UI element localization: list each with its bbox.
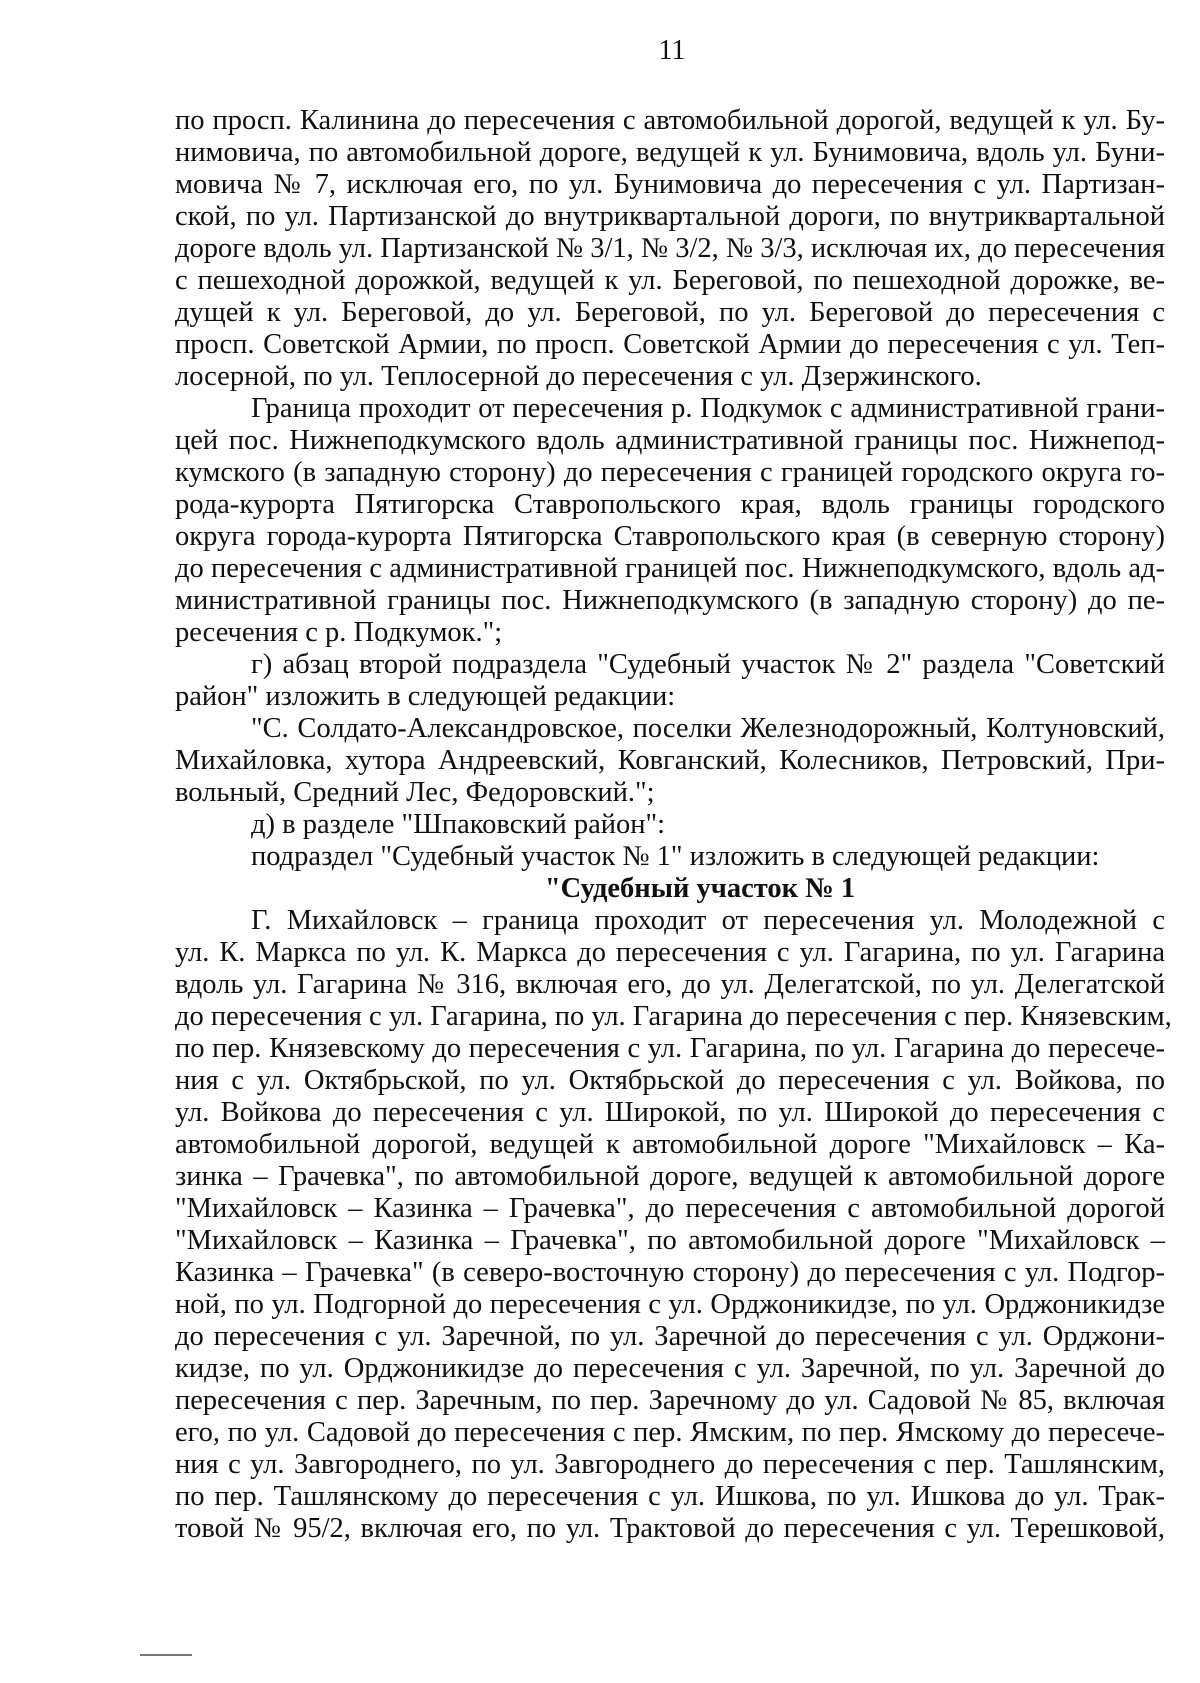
text-line: цей пос. Нижнеподкумского вдоль административной границы пос. Нижнепод- xyxy=(175,425,1165,456)
text-line: рода-курорта Пятигорска Ставропольского края, вдоль границы городского xyxy=(175,489,1165,520)
paragraph-first-line: подраздел "Судебный участок № 1" изложить в следующей редакции: xyxy=(251,841,1100,872)
text-line: дущей к ул. Береговой, до ул. Береговой, по ул. Береговой до пересечения с xyxy=(175,297,1165,328)
text-line: ния с ул. Октябрьской, по ул. Октябрьской до пересечения с ул. Войкова, по xyxy=(175,1065,1165,1096)
text-line: министративной границы пос. Нижнеподкумского (в западную сторону) до пе- xyxy=(175,585,1165,616)
text-line: пересечения с пер. Заречным, по пер. Заречному до ул. Садовой № 85, включая xyxy=(175,1385,1165,1416)
text-line: товой № 95/2, включая его, по ул. Трактовой до пересечения с ул. Терешковой, xyxy=(175,1513,1165,1544)
paragraph-first-line: д) в разделе "Шпаковский район": xyxy=(251,809,666,840)
text-line: дороге вдоль ул. Партизанской № 3/1, № 3/2, № 3/3, исключая их, до пересечения xyxy=(175,233,1165,264)
text-line: до пересечения с ул. Гагарина, по ул. Гагарина до пересечения с пер. Князевским, xyxy=(175,1001,1172,1032)
paragraph-first-line: Граница проходит от пересечения р. Подкумок с административной грани- xyxy=(251,393,1165,424)
text-line: по просп. Калинина до пересечения с автомобильной дорогой, ведущей к ул. Бу- xyxy=(175,105,1165,136)
text-line: по пер. Ташлянскому до пересечения с ул. Ишкова, по ул. Ишкова до ул. Трак- xyxy=(175,1481,1165,1512)
text-line: по пер. Князевскому до пересечения с ул. Гагарина, по ул. Гагарина до пересече- xyxy=(175,1033,1165,1064)
page-number: 11 xyxy=(658,35,686,66)
text-line: Михайловка, хутора Андреевский, Ковганский, Колесников, Петровский, При- xyxy=(175,745,1165,776)
paragraph-first-line: г) абзац второй подраздела "Судебный участок № 2" раздела "Советский xyxy=(251,649,1165,680)
text-line: автомобильной дорогой, ведущей к автомобильной дороге "Михайловск – Ка- xyxy=(175,1129,1165,1160)
text-line: "Михайловск – Казинка – Грачевка", по автомобильной дороге "Михайловск – xyxy=(175,1225,1165,1256)
text-line: ул. Войкова до пересечения с ул. Широкой, по ул. Широкой до пересечения с xyxy=(175,1097,1165,1128)
text-line: до пересечения с административной границей пос. Нижнеподкумского, вдоль ад- xyxy=(175,553,1165,584)
text-line: ной, по ул. Подгорной до пересечения с ул. Орджоникидзе, по ул. Орджоникидзе xyxy=(175,1289,1165,1320)
text-line: кидзе, по ул. Орджоникидзе до пересечения с ул. Заречной, по ул. Заречной до xyxy=(175,1353,1165,1384)
text-line: до пересечения с ул. Заречной, по ул. Заречной до пересечения с ул. Орджони- xyxy=(175,1321,1165,1352)
section-heading: "Судебный участок № 1 xyxy=(544,873,856,904)
text-line: кумского (в западную сторону) до пересечения с границей городского округа го- xyxy=(175,457,1165,488)
text-line: "Михайловск – Казинка – Грачевка", до пересечения с автомобильной дорогой xyxy=(175,1193,1165,1224)
text-line: Казинка – Грачевка" (в северо-восточную сторону) до пересечения с ул. Подгор- xyxy=(175,1257,1165,1288)
text-line: просп. Советской Армии, по просп. Советской Армии до пересечения с ул. Теп- xyxy=(175,329,1165,360)
text-line: ской, по ул. Партизанской до внутриквартальной дороги, по внутриквартальной xyxy=(175,201,1165,232)
text-line: мовича № 7, исключая его, по ул. Бунимовича до пересечения с ул. Партизан- xyxy=(175,169,1165,200)
text-line: округа города-курорта Пятигорска Ставропольского края (в северную сторону) xyxy=(175,521,1165,552)
text-line: ул. К. Маркса по ул. К. Маркса до пересечения с ул. Гагарина, по ул. Гагарина xyxy=(175,937,1165,968)
text-line: ния с ул. Завгороднего, по ул. Завгороднего до пересечения с пер. Ташлянским, xyxy=(175,1449,1165,1480)
text-line: ресечения с р. Подкумок."; xyxy=(175,617,503,648)
text-line: зинка – Грачевка", по автомобильной дороге, ведущей к автомобильной дороге xyxy=(175,1161,1165,1192)
text-line: район" изложить в следующей редакции: xyxy=(175,681,676,712)
text-line: нимовича, по автомобильной дороге, ведущей к ул. Бунимовича, вдоль ул. Буни- xyxy=(175,137,1165,168)
text-line: вольный, Средний Лес, Федоровский."; xyxy=(175,777,655,808)
text-line: лосерной, по ул. Теплосерной до пересечения с ул. Дзержинского. xyxy=(175,361,982,392)
text-line: его, по ул. Садовой до пересечения с пер. Ямским, по пер. Ямскому до пересече- xyxy=(175,1417,1165,1448)
scan-artifact-line xyxy=(140,1654,192,1656)
paragraph-first-line: "С. Солдато-Александровское, поселки Железнодорожный, Колтуновский, xyxy=(251,713,1165,744)
text-line: вдоль ул. Гагарина № 316, включая его, до ул. Делегатской, по ул. Делегатской xyxy=(175,969,1165,1000)
text-line: с пешеходной дорожкой, ведущей к ул. Береговой, по пешеходной дорожке, ве- xyxy=(175,265,1165,296)
paragraph-first-line: Г. Михайловск – граница проходит от пересечения ул. Молодежной с xyxy=(251,905,1165,936)
